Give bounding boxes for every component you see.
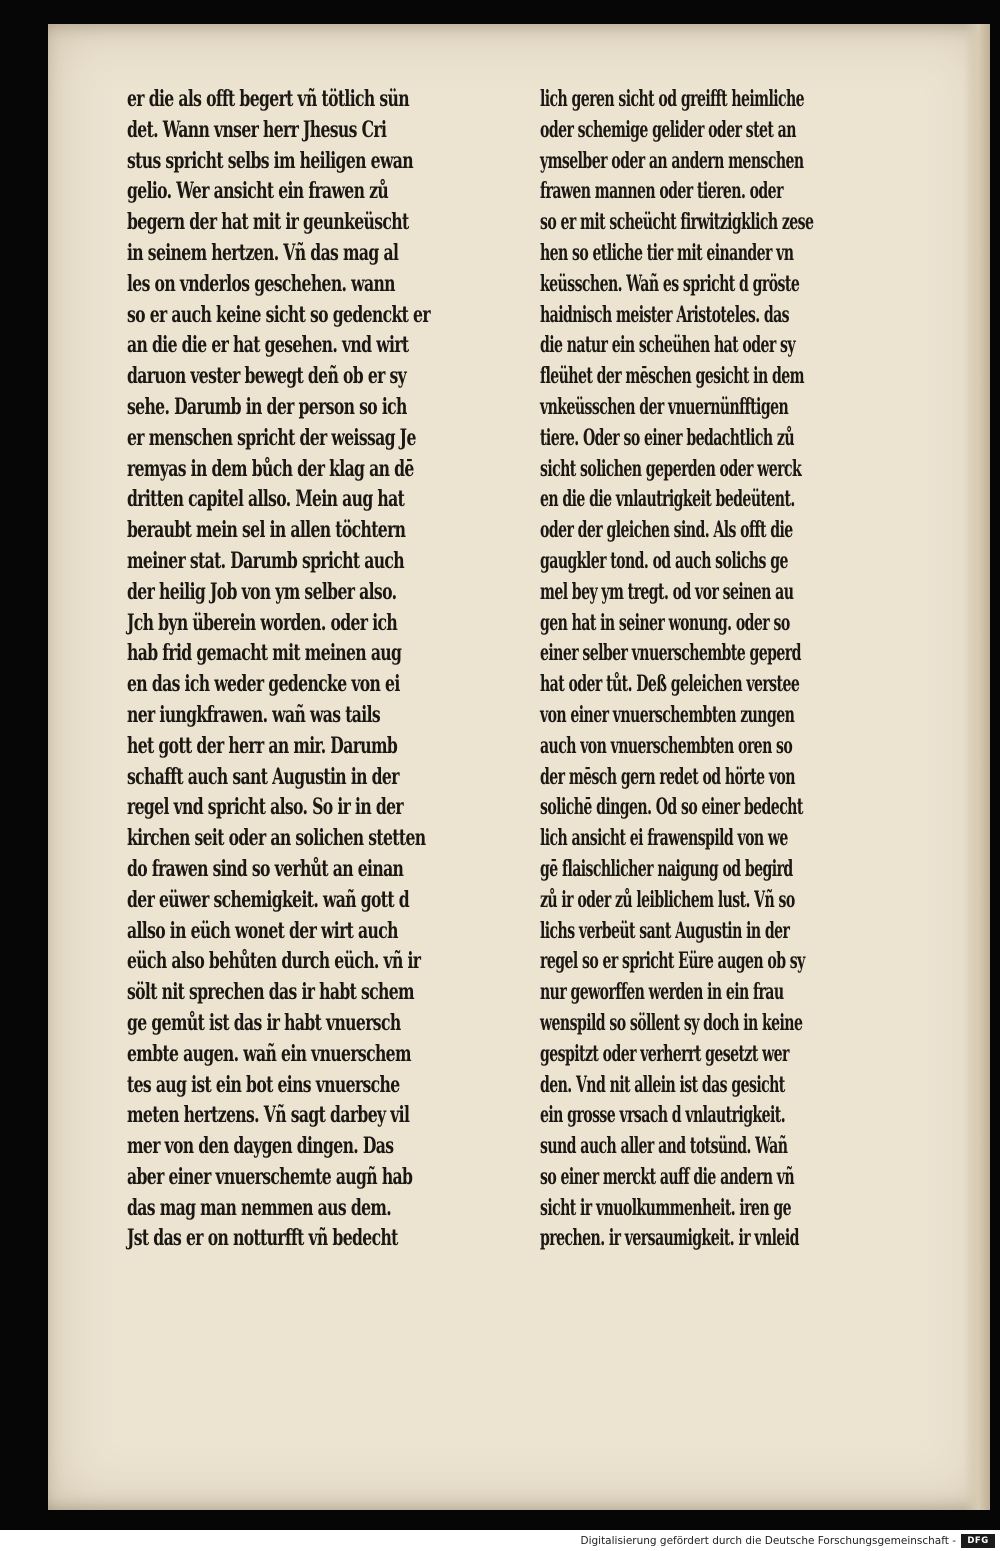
text-line: der heilig Job von ym selber also. (127, 578, 397, 605)
text-line: zů ir oder zů leiblichem lust. Vñ so (540, 886, 795, 913)
text-line: keüsschen. Wañ es spricht d gröste (540, 270, 800, 297)
text-line: Jst das er on notturfft vñ bedecht (127, 1225, 398, 1252)
text-line: daruon vester bewegt deñ ob er sy (127, 363, 407, 390)
text-line: die natur ein scheühen hat oder sy (540, 332, 795, 359)
text-line: gen hat in seiner wonung. oder so (540, 609, 790, 636)
text-line: ner iungkfrawen. wañ was tails (127, 701, 381, 728)
text-line: aber einer vnuerschemte augñ hab (127, 1163, 413, 1190)
text-line: oder der gleichen sind. Als offt die (540, 517, 793, 544)
text-line: oder schemige gelider oder stet an (540, 116, 796, 143)
text-line: lichs verbeüt sant Augustin in der (540, 917, 790, 944)
text-line: einer selber vnuerschembte geperd (540, 640, 801, 667)
text-line: begern der hat mit ir geunkeüscht (127, 209, 409, 236)
text-line: embte augen. wañ ein vnuerschem (127, 1040, 411, 1067)
text-line: der eüwer schemigkeit. wañ gott d (127, 886, 410, 913)
text-line: kirchen seit oder an solichen stetten (127, 825, 426, 852)
text-line: det. Wann vnser herr Jhesus Cri (127, 116, 387, 143)
funding-credit: Digitalisierung gefördert durch die Deutsche Forschungsgemeinschaft - (580, 1535, 956, 1547)
text-line: schafft auch sant Augustin in der (127, 763, 399, 790)
text-line: so er auch keine sicht so gedenckt er (127, 301, 430, 328)
text-column-left (127, 84, 567, 1254)
text-line: hat oder tůt. Deß geleichen verstee (540, 671, 800, 698)
text-line: het gott der herr an mir. Darumb (127, 732, 398, 759)
text-line: allso in eüch wonet der wirt auch (127, 917, 398, 944)
text-line: er menschen spricht der weissag Je (127, 424, 416, 451)
text-line: tes aug ist ein bot eins vnuersche (127, 1071, 400, 1098)
text-line: sund auch aller and totsünd. Wañ (540, 1133, 788, 1160)
text-line: lich ansicht ei frawenspild von we (540, 825, 788, 852)
text-line: tiere. Oder so einer bedachtlich zů (540, 424, 794, 451)
dfg-logo: DFG (961, 1534, 995, 1548)
text-line: nur geworffen werden in ein frau (540, 979, 784, 1006)
text-line: hab frid gemacht mit meinen aug (127, 640, 402, 667)
text-line: meiner stat. Darumb spricht auch (127, 547, 405, 574)
text-line: der mēsch gern redet od hörte von (540, 763, 795, 790)
text-line: remyas in dem bůch der klag an dē (127, 455, 414, 482)
text-line: so er mit scheücht firwitzigklich zese (540, 209, 814, 236)
text-line: in seinem hertzen. Vñ das mag al (127, 239, 399, 266)
text-line: stus spricht selbs im heiligen ewan (127, 147, 413, 174)
text-line: an die die er hat gesehen. vnd wirt (127, 332, 409, 359)
text-line: regel vnd spricht also. So ir in der (127, 794, 404, 821)
text-line: gelio. Wer ansicht ein frawen zů (127, 178, 389, 205)
text-line: haidnisch meister Aristoteles. das (540, 301, 790, 328)
text-line: sicht ir vnuolkummenheit. iren ge (540, 1194, 792, 1221)
text-line: solichē dingen. Od so einer bedecht (540, 794, 803, 821)
text-line: wenspild so söllent sy doch in keine (540, 1009, 803, 1036)
text-line: ge gemůt ist das ir habt vnuersch (127, 1009, 401, 1036)
text-line: ymselber oder an andern menschen (540, 147, 804, 174)
text-line: regel so er spricht Eüre augen ob sy (540, 948, 805, 975)
text-line: so einer merckt auff die andern vñ (540, 1163, 795, 1190)
text-line: hen so etliche tier mit einander vn (540, 239, 794, 266)
text-line: beraubt mein sel in allen töchtern (127, 517, 406, 544)
text-line: fleühet der mēschen gesicht in dem (540, 363, 804, 390)
text-column-right (540, 84, 940, 1254)
text-line: von einer vnuerschembten zungen (540, 701, 795, 728)
text-line: sicht solichen geperden oder werck (540, 455, 802, 482)
text-line: dritten capitel allso. Mein aug hat (127, 486, 405, 513)
text-line: prechen. ir versaumigkeit. ir vnleid (540, 1225, 799, 1252)
text-line: den. Vnd nit allein ist das gesicht (540, 1071, 785, 1098)
text-line: gespitzt oder verherrt gesetzt wer (540, 1040, 789, 1067)
text-line: mer von den daygen dingen. Das (127, 1133, 394, 1160)
text-line: do frawen sind so verhůt an einan (127, 855, 404, 882)
text-line: sölt nit sprechen das ir habt schem (127, 979, 414, 1006)
text-line: en das ich weder gedencke von ei (127, 671, 400, 698)
text-line: meten hertzens. Vñ sagt darbey vil (127, 1102, 410, 1129)
text-line: das mag man nemmen aus dem. (127, 1194, 392, 1221)
text-line: en die die vnlautrigkeit bedeütent. (540, 486, 795, 513)
text-line: sehe. Darumb in der person so ich (127, 393, 407, 420)
page-gutter-shadow (964, 24, 990, 1510)
text-line: les on vnderlos geschehen. wann (127, 270, 395, 297)
text-line: auch von vnuerschembten oren so (540, 732, 793, 759)
text-line: lich geren sicht od greifft heimliche (540, 86, 805, 112)
text-line: Jch byn überein worden. oder ich (127, 609, 398, 636)
text-line: mel bey ym tregt. od vor seinen au (540, 578, 794, 605)
text-line: gē flaischlicher naigung od begird (540, 855, 793, 882)
text-line: eüch also behůten durch eüch. vñ ir (127, 948, 421, 975)
text-line: vnkeüsschen der vnuernünfftigen (540, 393, 789, 420)
text-line: er die als offt begert vñ tötlich sün (127, 86, 410, 112)
text-line: gaugkler tond. od auch solichs ge (540, 547, 788, 574)
text-line: frawen mannen oder tieren. oder (540, 178, 783, 205)
text-line: ein grosse vrsach d vnlautrigkeit. (540, 1102, 786, 1129)
